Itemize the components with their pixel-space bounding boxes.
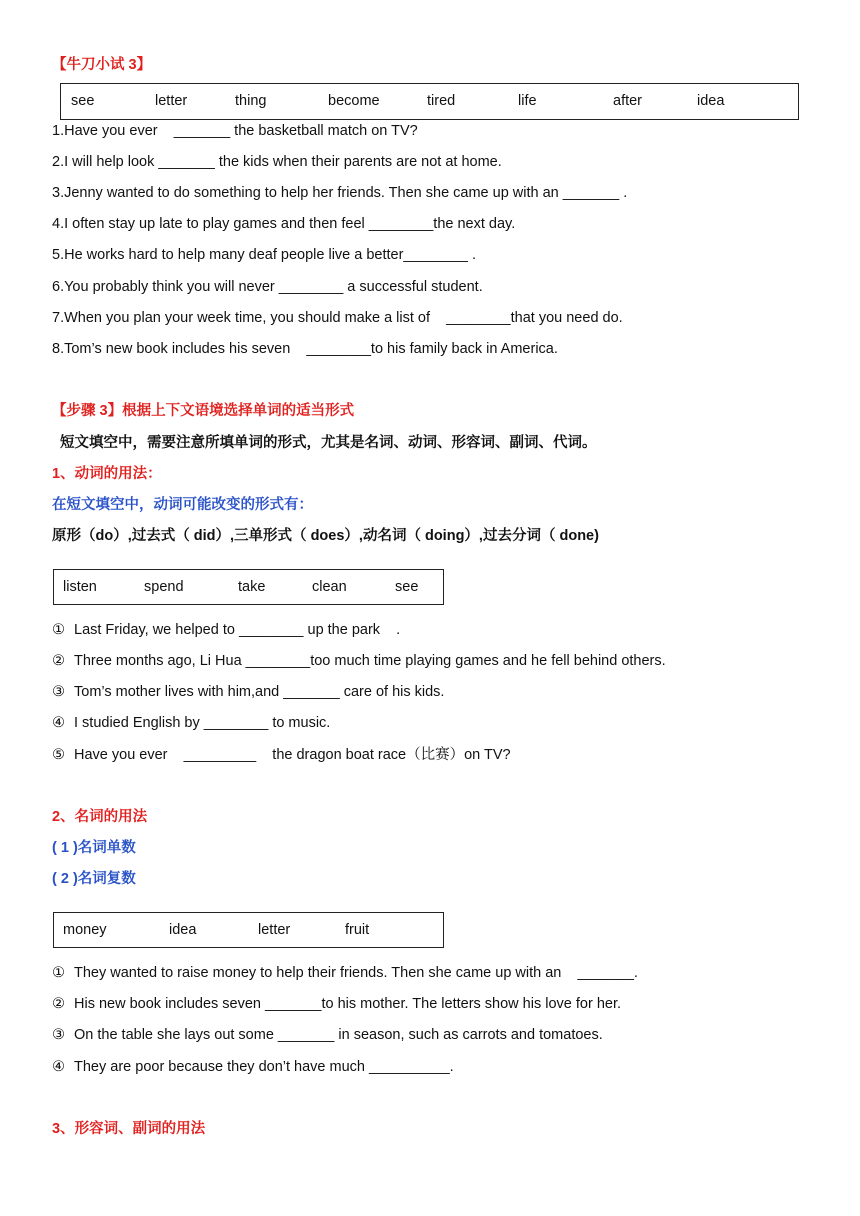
item-text: They are poor because they don’t have much __________. bbox=[74, 1059, 454, 1075]
noun-subheading-singular: ( 1 )名词单数 bbox=[52, 840, 136, 856]
noun-subheading-plural: ( 2 )名词复数 bbox=[52, 871, 136, 887]
item-number: ② bbox=[52, 996, 65, 1012]
noun-item bbox=[52, 1026, 603, 1044]
verb-bank-word: see bbox=[395, 579, 419, 595]
verb-item bbox=[52, 714, 330, 732]
noun-bank-word: letter bbox=[258, 922, 291, 938]
item-text: On the table she lays out some _______ in season, such as carrots and tomatoes. bbox=[74, 1027, 603, 1043]
noun-bank-box bbox=[53, 912, 444, 948]
verb-item bbox=[52, 652, 666, 670]
item-number: ① bbox=[52, 622, 65, 638]
verb-subheading: 在短文填空中，动词可能改变的形式有： bbox=[52, 497, 313, 513]
verb-bank-word: take bbox=[238, 579, 266, 595]
adj-adv-heading: 3、形容词、副词的用法 bbox=[52, 1121, 206, 1137]
word-bank-box bbox=[60, 83, 799, 120]
verb-bank-box bbox=[53, 569, 444, 605]
item-number: ③ bbox=[52, 1027, 65, 1043]
exercise-item: 5.He works hard to help many deaf people live a better________ . bbox=[52, 247, 476, 263]
noun-heading: 2、名词的用法 bbox=[52, 809, 148, 825]
noun-item bbox=[52, 964, 638, 982]
item-text: Tom’s mother lives with him,and _______ care of his kids. bbox=[74, 684, 445, 700]
word-bank-word: become bbox=[328, 93, 380, 109]
exercise-item: 6.You probably think you will never ________ a successful student. bbox=[52, 279, 483, 295]
exercise-item: 4.I often stay up late to play games and then feel ________the next day. bbox=[52, 216, 516, 232]
step-heading: 【步骤 3】根据上下文语境选择单词的适当形式 bbox=[52, 403, 355, 419]
step-intro: 短文填空中，需要注意所填单词的形式，尤其是名词、动词、形容词、副词、代词。 bbox=[60, 435, 597, 451]
item-text: His new book includes seven _______to his mother. The letters show his love for her. bbox=[74, 996, 622, 1012]
verb-bank-word: clean bbox=[312, 579, 347, 595]
exercise-item: 2.I will help look _______ the kids when their parents are not at home. bbox=[52, 154, 502, 170]
noun-bank-word: idea bbox=[169, 922, 197, 938]
word-bank-word: life bbox=[518, 93, 537, 109]
word-bank-word: letter bbox=[155, 93, 188, 109]
verb-forms: 原形（do）,过去式（ did）,三单形式（ does）,动名词（ doing）,过去分词（ done) bbox=[52, 528, 599, 544]
word-bank-word: idea bbox=[697, 93, 725, 109]
verb-bank-word: spend bbox=[144, 579, 184, 595]
verb-bank-word: listen bbox=[63, 579, 97, 595]
item-text: Last Friday, we helped to ________ up the park . bbox=[74, 622, 401, 638]
exercise-item: 7.When you plan your week time, you should make a list of ________that you need do. bbox=[52, 310, 623, 326]
word-bank-word: see bbox=[71, 93, 95, 109]
item-text: I studied English by ________ to music. bbox=[74, 715, 331, 731]
noun-bank-word: fruit bbox=[345, 922, 370, 938]
verb-item bbox=[52, 621, 400, 639]
verb-item bbox=[52, 746, 511, 764]
noun-bank-word: money bbox=[63, 922, 107, 938]
verb-item bbox=[52, 683, 444, 701]
item-number: ② bbox=[52, 653, 65, 669]
item-number: ① bbox=[52, 965, 65, 981]
word-bank-word: after bbox=[613, 93, 643, 109]
word-bank-word: thing bbox=[235, 93, 267, 109]
item-number: ④ bbox=[52, 715, 65, 731]
item-text: They wanted to raise money to help their friends. Then she came up with an _______. bbox=[74, 965, 638, 981]
exercise-item: 8.Tom’s new book includes his seven ________to his family back in America. bbox=[52, 341, 558, 357]
item-text: Have you ever _________ the dragon boat race（比赛）on TV? bbox=[74, 747, 511, 763]
item-text: Three months ago, Li Hua ________too much time playing games and he fell behind others. bbox=[74, 653, 666, 669]
noun-item bbox=[52, 1058, 454, 1076]
item-number: ④ bbox=[52, 1059, 65, 1075]
item-number: ⑤ bbox=[52, 747, 65, 763]
section-heading: 【牛刀小试 3】 bbox=[52, 57, 152, 73]
verb-heading: 1、动词的用法： bbox=[52, 466, 162, 482]
exercise-item: 3.Jenny wanted to do something to help her friends. Then she came up with an _______ . bbox=[52, 185, 628, 201]
exercise-item: 1.Have you ever _______ the basketball match on TV? bbox=[52, 123, 418, 139]
word-bank-word: tired bbox=[427, 93, 456, 109]
noun-item bbox=[52, 995, 621, 1013]
item-number: ③ bbox=[52, 684, 65, 700]
